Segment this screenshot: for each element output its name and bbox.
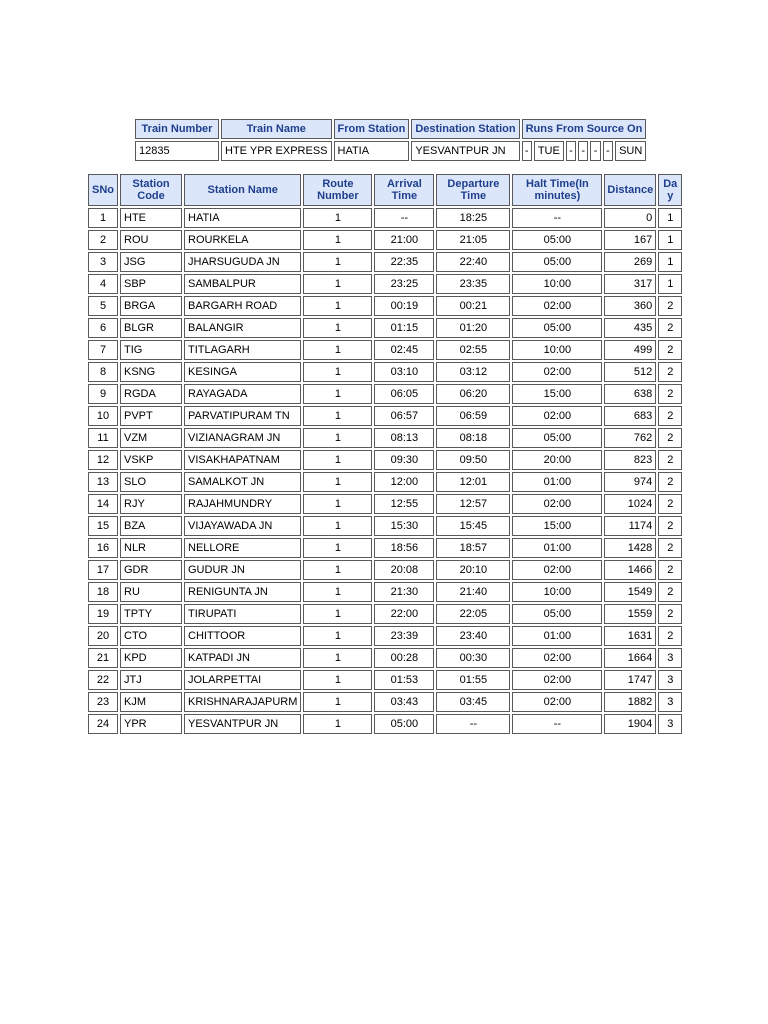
arrival-time-cell: 00:19 xyxy=(374,296,434,316)
distance-cell: 1559 xyxy=(604,604,656,624)
departure-time-cell: 06:59 xyxy=(436,406,510,426)
station-code-cell: ROU xyxy=(120,230,182,250)
sno-cell: 15 xyxy=(88,516,118,536)
route-number-cell: 1 xyxy=(303,318,372,338)
halt-time-cell: 20:00 xyxy=(512,450,602,470)
sno-cell: 20 xyxy=(88,626,118,646)
route-number-cell: 1 xyxy=(303,538,372,558)
station-name-cell: GUDUR JN xyxy=(184,560,301,580)
sno-cell: 21 xyxy=(88,648,118,668)
departure-time-cell: 00:21 xyxy=(436,296,510,316)
station-name-cell: KRISHNARAJAPURM xyxy=(184,692,301,712)
distance-cell: 683 xyxy=(604,406,656,426)
sno-cell: 10 xyxy=(88,406,118,426)
station-name-cell: ROURKELA xyxy=(184,230,301,250)
day-cell: 2 xyxy=(658,450,682,470)
departure-time-cell: 20:10 xyxy=(436,560,510,580)
station-name-cell: SAMALKOT JN xyxy=(184,472,301,492)
station-name-cell: RAYAGADA xyxy=(184,384,301,404)
sno-cell: 17 xyxy=(88,560,118,580)
station-code-cell: RGDA xyxy=(120,384,182,404)
station-code-cell: KPD xyxy=(120,648,182,668)
halt-time-cell: 10:00 xyxy=(512,274,602,294)
table-row xyxy=(88,692,682,712)
station-name-cell: CHITTOOR xyxy=(184,626,301,646)
route-number-cell: 1 xyxy=(303,340,372,360)
route-number-cell: 1 xyxy=(303,274,372,294)
distance-cell: 974 xyxy=(604,472,656,492)
header-train-name: Train Name xyxy=(221,119,332,139)
halt-time-cell: 10:00 xyxy=(512,582,602,602)
table-row xyxy=(88,604,682,624)
header-departure-time: Departure Time xyxy=(436,174,510,206)
station-code-cell: BZA xyxy=(120,516,182,536)
header-halt-time: Halt Time(In minutes) xyxy=(512,174,602,206)
station-name-cell: NELLORE xyxy=(184,538,301,558)
departure-time-cell: 15:45 xyxy=(436,516,510,536)
header-station-name: Station Name xyxy=(184,174,301,206)
table-row xyxy=(88,494,682,514)
distance-cell: 638 xyxy=(604,384,656,404)
distance-cell: 512 xyxy=(604,362,656,382)
sno-cell: 3 xyxy=(88,252,118,272)
station-name-cell: YESVANTPUR JN xyxy=(184,714,301,734)
station-code-cell: TIG xyxy=(120,340,182,360)
schedule-table xyxy=(86,172,684,736)
station-code-cell: GDR xyxy=(120,560,182,580)
station-name-cell: RENIGUNTA JN xyxy=(184,582,301,602)
day-cell: 3 xyxy=(658,714,682,734)
arrival-time-cell: 01:53 xyxy=(374,670,434,690)
halt-time-cell: 05:00 xyxy=(512,318,602,338)
departure-time-cell: 21:40 xyxy=(436,582,510,602)
departure-time-cell: 12:57 xyxy=(436,494,510,514)
day-cell: 2 xyxy=(658,384,682,404)
station-name-cell: VIJAYAWADA JN xyxy=(184,516,301,536)
arrival-time-cell: 05:00 xyxy=(374,714,434,734)
distance-cell: 1549 xyxy=(604,582,656,602)
sno-cell: 18 xyxy=(88,582,118,602)
day-cell: 2 xyxy=(658,340,682,360)
halt-time-cell: 02:00 xyxy=(512,692,602,712)
arrival-time-cell: 02:45 xyxy=(374,340,434,360)
halt-time-cell: 01:00 xyxy=(512,626,602,646)
departure-time-cell: 03:12 xyxy=(436,362,510,382)
route-number-cell: 1 xyxy=(303,428,372,448)
table-row xyxy=(88,208,682,228)
distance-cell: 1882 xyxy=(604,692,656,712)
station-code-cell: KJM xyxy=(120,692,182,712)
day-cell: 2 xyxy=(658,318,682,338)
schedule-header-row xyxy=(88,174,682,206)
sno-cell: 2 xyxy=(88,230,118,250)
station-code-cell: BLGR xyxy=(120,318,182,338)
table-row xyxy=(88,516,682,536)
halt-time-cell: 15:00 xyxy=(512,384,602,404)
arrival-time-cell: 22:35 xyxy=(374,252,434,272)
arrival-time-cell: 03:43 xyxy=(374,692,434,712)
day-cell: 2 xyxy=(658,362,682,382)
distance-cell: 1174 xyxy=(604,516,656,536)
station-name-cell: JHARSUGUDA JN xyxy=(184,252,301,272)
departure-time-cell: 12:01 xyxy=(436,472,510,492)
train-name: HTE YPR EXPRESS xyxy=(221,141,332,161)
run-day: - xyxy=(522,141,532,161)
table-row xyxy=(88,230,682,250)
distance-cell: 823 xyxy=(604,450,656,470)
sno-cell: 13 xyxy=(88,472,118,492)
halt-time-cell: 02:00 xyxy=(512,362,602,382)
table-row xyxy=(88,340,682,360)
departure-time-cell: 22:40 xyxy=(436,252,510,272)
departure-time-cell: 18:25 xyxy=(436,208,510,228)
day-cell: 2 xyxy=(658,560,682,580)
distance-cell: 0 xyxy=(604,208,656,228)
header-route-number: Route Number xyxy=(303,174,372,206)
route-number-cell: 1 xyxy=(303,208,372,228)
station-code-cell: RU xyxy=(120,582,182,602)
halt-time-cell: 05:00 xyxy=(512,604,602,624)
sno-cell: 5 xyxy=(88,296,118,316)
sno-cell: 14 xyxy=(88,494,118,514)
station-code-cell: CTO xyxy=(120,626,182,646)
departure-time-cell: 09:50 xyxy=(436,450,510,470)
day-cell: 2 xyxy=(658,626,682,646)
day-cell: 1 xyxy=(658,274,682,294)
route-number-cell: 1 xyxy=(303,582,372,602)
sno-cell: 12 xyxy=(88,450,118,470)
header-train-number: Train Number xyxy=(135,119,219,139)
run-day: - xyxy=(603,141,613,161)
arrival-time-cell: 08:13 xyxy=(374,428,434,448)
distance-cell: 1631 xyxy=(604,626,656,646)
halt-time-cell: -- xyxy=(512,208,602,228)
run-day: TUE xyxy=(534,141,564,161)
station-code-cell: HTE xyxy=(120,208,182,228)
table-row xyxy=(88,362,682,382)
day-cell: 2 xyxy=(658,406,682,426)
header-arrival-time: Arrival Time xyxy=(374,174,434,206)
table-row xyxy=(88,560,682,580)
day-cell: 2 xyxy=(658,494,682,514)
station-code-cell: PVPT xyxy=(120,406,182,426)
header-from-station: From Station xyxy=(334,119,410,139)
station-code-cell: YPR xyxy=(120,714,182,734)
table-row xyxy=(88,472,682,492)
day-cell: 2 xyxy=(658,538,682,558)
station-code-cell: KSNG xyxy=(120,362,182,382)
table-row xyxy=(88,670,682,690)
distance-cell: 1664 xyxy=(604,648,656,668)
station-code-cell: VZM xyxy=(120,428,182,448)
arrival-time-cell: 22:00 xyxy=(374,604,434,624)
day-cell: 2 xyxy=(658,516,682,536)
route-number-cell: 1 xyxy=(303,692,372,712)
arrival-time-cell: 15:30 xyxy=(374,516,434,536)
route-number-cell: 1 xyxy=(303,516,372,536)
station-name-cell: JOLARPETTAI xyxy=(184,670,301,690)
train-info-row xyxy=(135,141,646,161)
sno-cell: 24 xyxy=(88,714,118,734)
from-station: HATIA xyxy=(334,141,410,161)
header-destination-station: Destination Station xyxy=(411,119,519,139)
halt-time-cell: 01:00 xyxy=(512,472,602,492)
arrival-time-cell: 23:39 xyxy=(374,626,434,646)
distance-cell: 167 xyxy=(604,230,656,250)
table-row xyxy=(88,648,682,668)
route-number-cell: 1 xyxy=(303,450,372,470)
route-number-cell: 1 xyxy=(303,560,372,580)
station-name-cell: BARGARH ROAD xyxy=(184,296,301,316)
route-number-cell: 1 xyxy=(303,384,372,404)
day-cell: 1 xyxy=(658,208,682,228)
table-row xyxy=(88,384,682,404)
sno-cell: 7 xyxy=(88,340,118,360)
day-cell: 1 xyxy=(658,230,682,250)
halt-time-cell: 02:00 xyxy=(512,406,602,426)
arrival-time-cell: 01:15 xyxy=(374,318,434,338)
day-cell: 3 xyxy=(658,692,682,712)
sno-cell: 16 xyxy=(88,538,118,558)
day-cell: 3 xyxy=(658,670,682,690)
table-row xyxy=(88,626,682,646)
departure-time-cell: 21:05 xyxy=(436,230,510,250)
station-name-cell: HATIA xyxy=(184,208,301,228)
run-day: - xyxy=(590,141,600,161)
halt-time-cell: 02:00 xyxy=(512,494,602,514)
departure-time-cell: 08:18 xyxy=(436,428,510,448)
halt-time-cell: 05:00 xyxy=(512,252,602,272)
arrival-time-cell: 20:08 xyxy=(374,560,434,580)
distance-cell: 360 xyxy=(604,296,656,316)
halt-time-cell: 10:00 xyxy=(512,340,602,360)
arrival-time-cell: 00:28 xyxy=(374,648,434,668)
sno-cell: 23 xyxy=(88,692,118,712)
route-number-cell: 1 xyxy=(303,362,372,382)
schedule-body xyxy=(88,208,682,734)
day-cell: 2 xyxy=(658,428,682,448)
run-day: - xyxy=(578,141,588,161)
sno-cell: 22 xyxy=(88,670,118,690)
station-name-cell: TITLAGARH xyxy=(184,340,301,360)
table-row xyxy=(88,406,682,426)
distance-cell: 762 xyxy=(604,428,656,448)
run-day: SUN xyxy=(615,141,646,161)
station-name-cell: PARVATIPURAM TN xyxy=(184,406,301,426)
sno-cell: 1 xyxy=(88,208,118,228)
station-name-cell: KESINGA xyxy=(184,362,301,382)
route-number-cell: 1 xyxy=(303,406,372,426)
sno-cell: 8 xyxy=(88,362,118,382)
halt-time-cell: 02:00 xyxy=(512,648,602,668)
route-number-cell: 1 xyxy=(303,626,372,646)
station-code-cell: SLO xyxy=(120,472,182,492)
departure-time-cell: 23:40 xyxy=(436,626,510,646)
halt-time-cell: -- xyxy=(512,714,602,734)
day-cell: 2 xyxy=(658,582,682,602)
table-row xyxy=(88,714,682,734)
station-code-cell: JTJ xyxy=(120,670,182,690)
day-cell: 2 xyxy=(658,604,682,624)
halt-time-cell: 02:00 xyxy=(512,296,602,316)
header-runs-from-source-on: Runs From Source On xyxy=(522,119,647,139)
table-row xyxy=(88,318,682,338)
departure-time-cell: 23:35 xyxy=(436,274,510,294)
halt-time-cell: 01:00 xyxy=(512,538,602,558)
station-name-cell: SAMBALPUR xyxy=(184,274,301,294)
table-row xyxy=(88,428,682,448)
station-code-cell: JSG xyxy=(120,252,182,272)
table-row xyxy=(88,582,682,602)
sno-cell: 6 xyxy=(88,318,118,338)
day-cell: 1 xyxy=(658,252,682,272)
arrival-time-cell: 03:10 xyxy=(374,362,434,382)
table-row xyxy=(88,274,682,294)
departure-time-cell: 01:20 xyxy=(436,318,510,338)
header-sno: SNo xyxy=(88,174,118,206)
departure-time-cell: -- xyxy=(436,714,510,734)
station-code-cell: VSKP xyxy=(120,450,182,470)
departure-time-cell: 18:57 xyxy=(436,538,510,558)
arrival-time-cell: 06:57 xyxy=(374,406,434,426)
station-name-cell: KATPADI JN xyxy=(184,648,301,668)
halt-time-cell: 02:00 xyxy=(512,670,602,690)
run-day: - xyxy=(566,141,576,161)
distance-cell: 1428 xyxy=(604,538,656,558)
header-distance: Distance xyxy=(604,174,656,206)
departure-time-cell: 00:30 xyxy=(436,648,510,668)
header-day: Da y xyxy=(658,174,682,206)
distance-cell: 1024 xyxy=(604,494,656,514)
day-cell: 2 xyxy=(658,296,682,316)
train-number: 12835 xyxy=(135,141,219,161)
arrival-time-cell: 21:30 xyxy=(374,582,434,602)
arrival-time-cell: 23:25 xyxy=(374,274,434,294)
halt-time-cell: 02:00 xyxy=(512,560,602,580)
sno-cell: 11 xyxy=(88,428,118,448)
distance-cell: 317 xyxy=(604,274,656,294)
route-number-cell: 1 xyxy=(303,648,372,668)
departure-time-cell: 22:05 xyxy=(436,604,510,624)
station-name-cell: TIRUPATI xyxy=(184,604,301,624)
route-number-cell: 1 xyxy=(303,296,372,316)
station-name-cell: VIZIANAGRAM JN xyxy=(184,428,301,448)
route-number-cell: 1 xyxy=(303,670,372,690)
distance-cell: 435 xyxy=(604,318,656,338)
sno-cell: 4 xyxy=(88,274,118,294)
train-info-table xyxy=(133,117,648,163)
route-number-cell: 1 xyxy=(303,604,372,624)
arrival-time-cell: 21:00 xyxy=(374,230,434,250)
train-info-header-row xyxy=(135,119,646,139)
departure-time-cell: 03:45 xyxy=(436,692,510,712)
halt-time-cell: 05:00 xyxy=(512,230,602,250)
route-number-cell: 1 xyxy=(303,494,372,514)
departure-time-cell: 06:20 xyxy=(436,384,510,404)
distance-cell: 1466 xyxy=(604,560,656,580)
route-number-cell: 1 xyxy=(303,714,372,734)
arrival-time-cell: 18:56 xyxy=(374,538,434,558)
arrival-time-cell: 12:00 xyxy=(374,472,434,492)
station-name-cell: BALANGIR xyxy=(184,318,301,338)
day-cell: 3 xyxy=(658,648,682,668)
distance-cell: 269 xyxy=(604,252,656,272)
table-row xyxy=(88,450,682,470)
arrival-time-cell: 09:30 xyxy=(374,450,434,470)
route-number-cell: 1 xyxy=(303,230,372,250)
day-cell: 2 xyxy=(658,472,682,492)
route-number-cell: 1 xyxy=(303,472,372,492)
distance-cell: 1747 xyxy=(604,670,656,690)
station-name-cell: VISAKHAPATNAM xyxy=(184,450,301,470)
station-code-cell: RJY xyxy=(120,494,182,514)
distance-cell: 499 xyxy=(604,340,656,360)
distance-cell: 1904 xyxy=(604,714,656,734)
table-row xyxy=(88,252,682,272)
table-row xyxy=(88,538,682,558)
sno-cell: 9 xyxy=(88,384,118,404)
halt-time-cell: 15:00 xyxy=(512,516,602,536)
halt-time-cell: 05:00 xyxy=(512,428,602,448)
arrival-time-cell: 12:55 xyxy=(374,494,434,514)
header-station-code: Station Code xyxy=(120,174,182,206)
station-code-cell: NLR xyxy=(120,538,182,558)
departure-time-cell: 01:55 xyxy=(436,670,510,690)
table-row xyxy=(88,296,682,316)
station-name-cell: RAJAHMUNDRY xyxy=(184,494,301,514)
destination-station: YESVANTPUR JN xyxy=(411,141,519,161)
arrival-time-cell: 06:05 xyxy=(374,384,434,404)
route-number-cell: 1 xyxy=(303,252,372,272)
departure-time-cell: 02:55 xyxy=(436,340,510,360)
sno-cell: 19 xyxy=(88,604,118,624)
station-code-cell: SBP xyxy=(120,274,182,294)
arrival-time-cell: -- xyxy=(374,208,434,228)
station-code-cell: TPTY xyxy=(120,604,182,624)
station-code-cell: BRGA xyxy=(120,296,182,316)
